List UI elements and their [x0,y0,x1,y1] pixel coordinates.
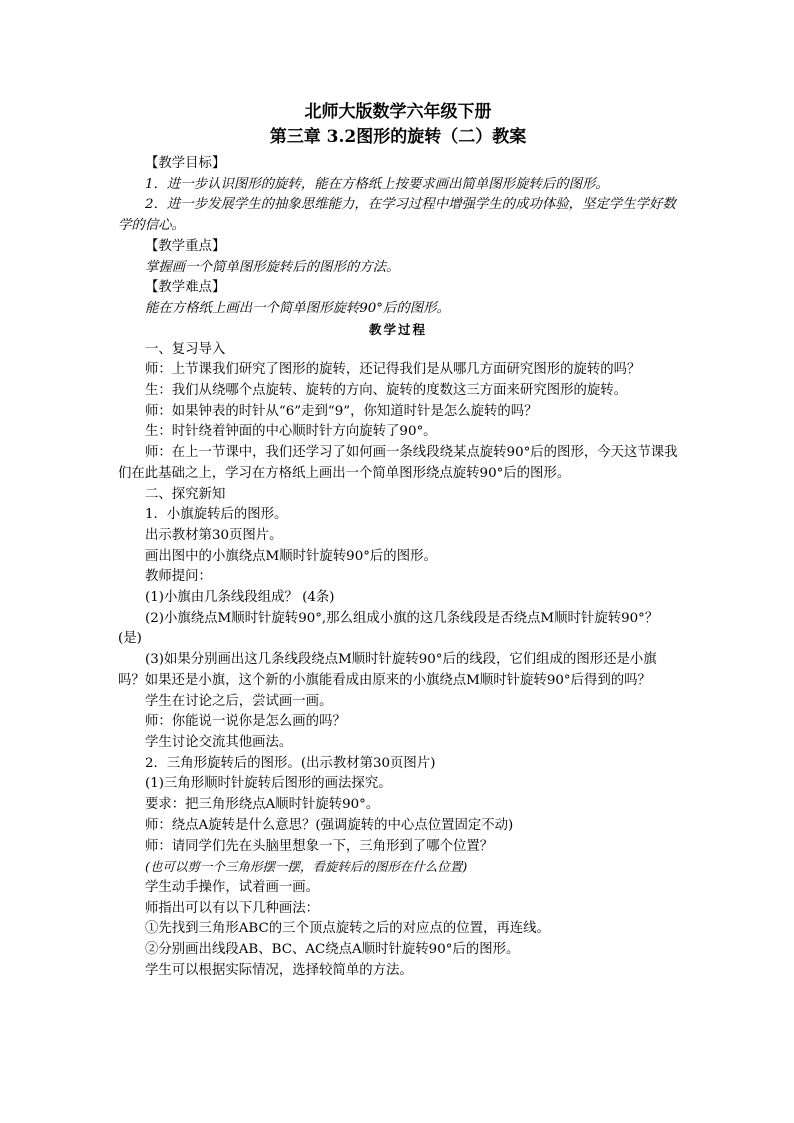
body-paragraph: (1)三角形顺时针旋转后图形的画法探究。 [145,776,392,792]
body-paragraph: ②分别画出线段AB、BC、AC绕点A顺时针旋转90°后的图形。 [145,942,520,958]
goal-heading: 【教学目标】 [145,156,226,171]
process-heading: 教学过程 [368,321,427,337]
body-paragraph: (1)小旗由几条线段组成？ (4条) [145,590,335,606]
body-paragraph: 师：请同学们先在头脑里想象一下，三角形到了哪个位置？ [145,838,494,854]
body-paragraph: 学生可以根据实际情况，选择较简单的方法。 [145,962,413,978]
body-paragraph: 2．三角形旋转后的图形。(出示教材第30页图片) [145,755,436,771]
body-paragraph: 师：在上一节课中，我们还学习了如何画一条线段绕某点旋转90°后的图形，今天这节课我们在此基础之上，学习在方格纸上画出一个简单图形绕点旋转90°后的图形。 [118,445,678,481]
body-paragraph: 师：上节课我们研究了图形的旋转，还记得我们是从哪几方面研究图形的旋转的吗？ [145,362,641,378]
body-paragraph: 师指出可以有以下几种画法： [145,900,320,916]
difficulty-heading: 【教学难点】 [145,280,226,296]
body-paragraph: (也可以剪一个三角形摆一摆，看旋转后的图形在什么位置) [145,859,468,875]
key-heading: 【教学重点】 [145,238,226,254]
body-paragraph: 生：我们从绕哪个点旋转、旋转的方向、旋转的度数这三方面来研究图形的旋转。 [145,383,628,399]
body-paragraph: 二、探究新知 [145,486,226,502]
goal-item-2: 2．进一步发展学生的抽象思维能力，在学习过程中增强学生的成功体验，坚定学生学好数学的信心。 [118,197,676,234]
body-paragraph: (2)小旗绕点M顺时针旋转90°,那么组成小旗的这几条线段是否绕点M顺时针旋转90°？(是) [118,610,659,647]
body-paragraph: 生：时针绕着钟面的中心顺时针方向旋转了90°。 [145,424,437,440]
body-paragraph: 师：如果钟表的时针从“6”走到“9”，你知道时针是怎么旋转的吗？ [145,403,538,419]
body-paragraph: ①先找到三角形ABC的三个顶点旋转之后的对应点的位置，再连线。 [145,921,550,937]
body-paragraph: 要求：把三角形绕点A顺时针旋转90°。 [145,797,380,813]
document-title: 北师大版数学六年级下册 [304,102,492,122]
goal-item-1: 1．进一步认识图形的旋转，能在方格纸上按要求画出简单图形旋转后的图形。 [145,176,609,192]
body-paragraph: 出示教材第30页图片。 [145,527,283,543]
body-paragraph: (3)如果分别画出这几条线段绕点M顺时针旋转90°后的线段，它们组成的图形还是小旗吗？如果还是小旗，这个新的小旗能看成由原来的小旗绕点M顺时针旋转90°后得到的吗？ [118,652,657,688]
body-paragraph: 一、复习导入 [145,341,226,357]
key-item-1: 掌握画一个简单图形旋转后的图形的方法。 [145,259,400,275]
difficulty-item-1: 能在方格纸上画出一个简单图形旋转90°后的图形。 [145,300,450,316]
body-paragraph: 学生在讨论之后，尝试画一画。 [145,693,333,709]
body-paragraph: 1．小旗旋转后的图形。 [145,507,288,523]
body-paragraph: 学生讨论交流其他画法。 [145,734,293,750]
body-paragraph: 教师提问： [145,569,212,585]
body-paragraph: 学生动手操作，试着画一画。 [145,879,320,895]
body-paragraph: 师：绕点A旋转是什么意思？(强调旋转的中心点位置固定不动) [145,817,514,833]
document-content [118,100,678,981]
body-paragraph: 画出图中的小旗绕点M顺时针旋转90°后的图形。 [145,548,437,564]
body-paragraph: 师：你能说一说你是怎么画的吗？ [145,714,346,730]
document-subtitle: 第三章 3.2图形的旋转（二）教案 [269,127,527,147]
